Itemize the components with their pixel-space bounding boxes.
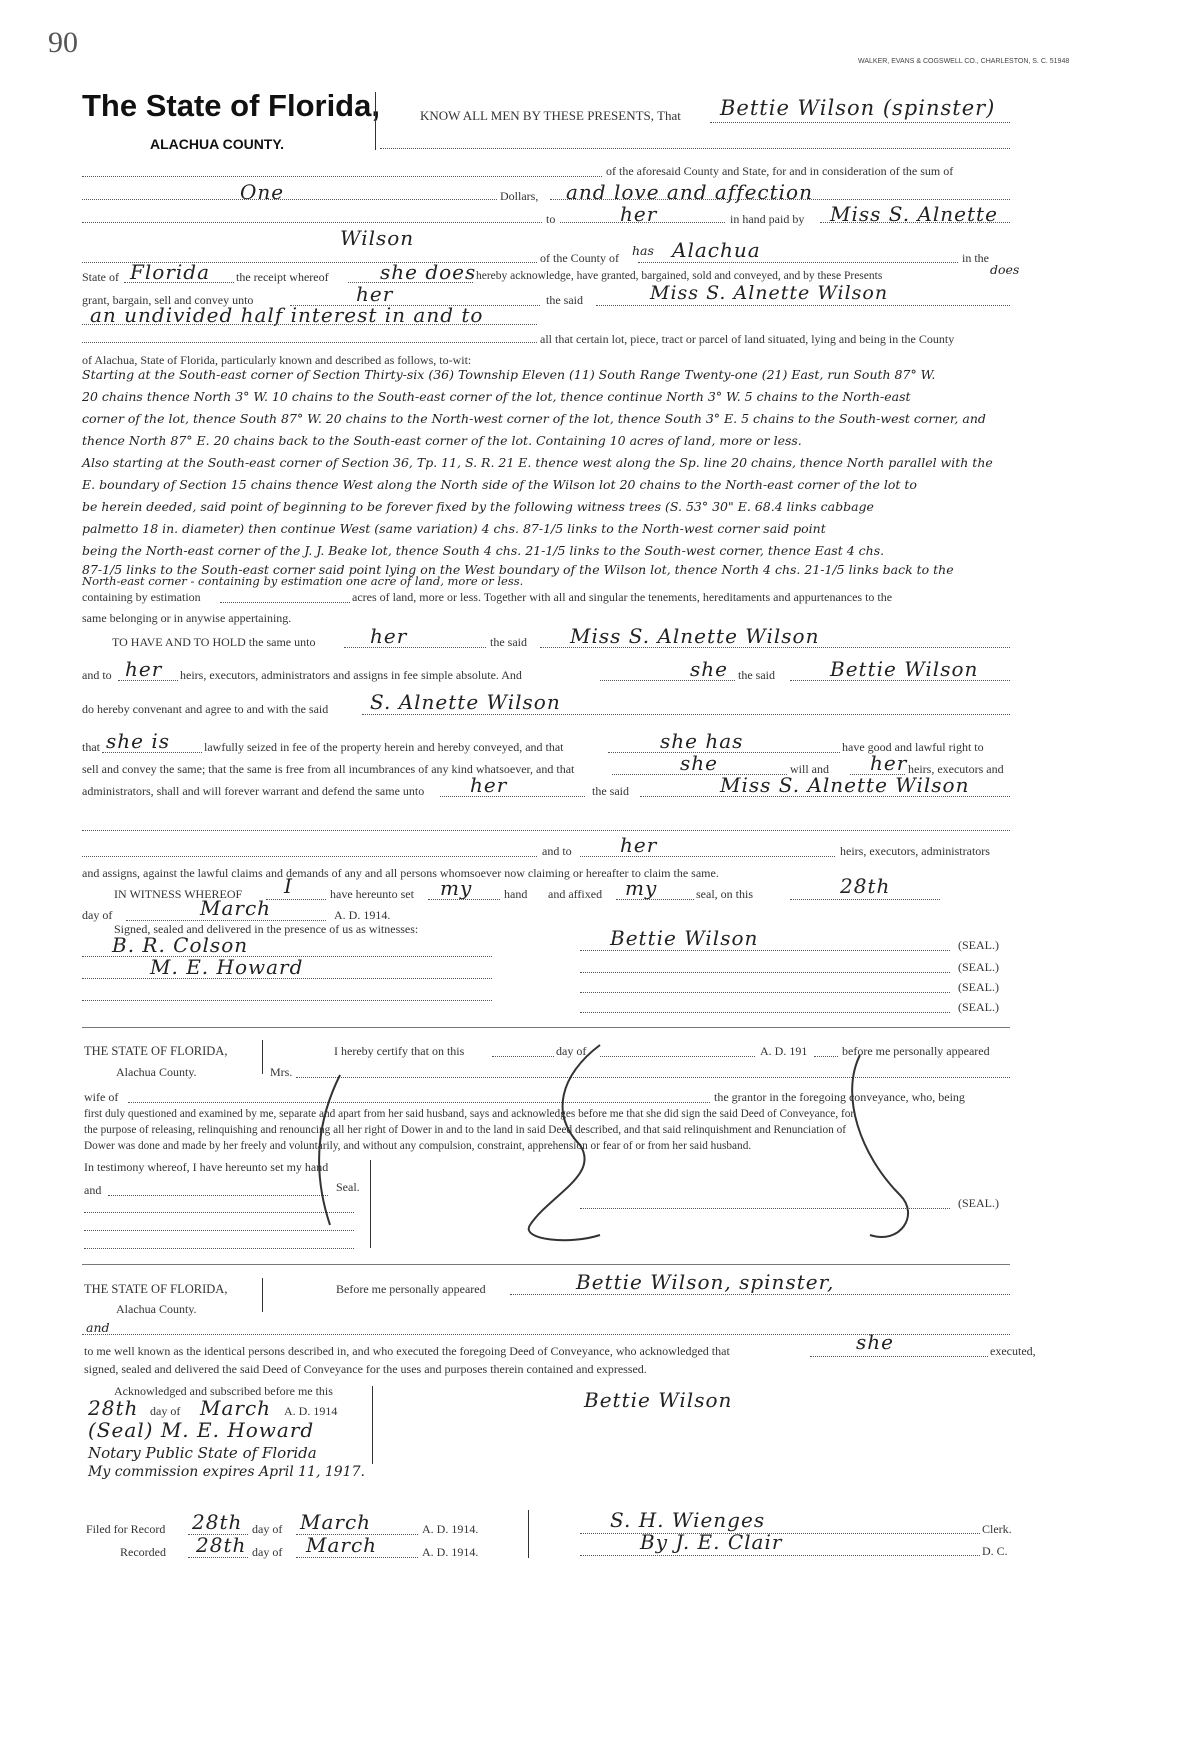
ack-signed: signed, sealed and delivered the said Deed of Conveyance for the uses and purposes therein contained and expressed.: [84, 1362, 647, 1376]
dower-grantor: the grantor in the foregoing conveyance, who, being: [714, 1090, 965, 1104]
dc-signature: By J. E. Clair: [640, 1530, 783, 1554]
filed-brace: [528, 1510, 529, 1558]
title-brace: [375, 92, 376, 150]
seal-2: (SEAL.): [958, 960, 999, 974]
that-label: that: [82, 740, 100, 754]
desc-line-9: being the North-east corner of the J. J. Beake lot, thence South 4 chs. 21-1/5 links to the South-west corner, thence East 4 chs.: [82, 543, 885, 558]
affixed-label: and affixed: [548, 887, 603, 901]
ad-label: A. D. 1914.: [334, 908, 391, 922]
all-that-text: all that certain lot, piece, tract or parcel of land situated, lying and being in the County: [540, 332, 955, 346]
seized-text: lawfully seized in fee of the property herein and hereby conveyed, and that: [204, 740, 564, 754]
dower-and-line: [108, 1195, 328, 1196]
ack-name-line: [510, 1294, 1010, 1295]
sum-line: [82, 199, 497, 200]
that-pronoun: she is: [106, 729, 170, 753]
to-have-label: TO HAVE AND TO HOLD the same unto: [112, 635, 316, 649]
dower-p3: Dower was done and made by her freely and voluntarily, and without any compulsion, constraint, apprehension or fear of or from her said husband.: [84, 1140, 752, 1152]
acknowledge-text: hereby acknowledge, have granted, bargained, sold and conveyed, and by these Presents: [476, 270, 883, 282]
ack-known: to me well known as the identical persons described in, and who executed the foregoing Deed of Conveyance, who acknowledged that: [84, 1344, 730, 1358]
dc-line: [580, 1555, 980, 1556]
dower-wife: wife of: [84, 1090, 119, 1104]
county-line: [638, 262, 958, 263]
unto-name: her: [356, 282, 394, 306]
to-name: her: [620, 202, 658, 226]
heirs2-text: heirs, executors and: [908, 762, 1004, 776]
ack-name: Bettie Wilson, spinster,: [576, 1270, 835, 1294]
heirs-name-line: [790, 680, 1010, 681]
and-to2-pronoun: her: [620, 833, 658, 857]
to-line-left: [82, 222, 542, 223]
filed-month: March: [300, 1510, 372, 1534]
filed-ad: A. D. 1914.: [422, 1522, 479, 1536]
rec-month: March: [306, 1533, 378, 1557]
month-line: [126, 920, 326, 921]
assigns-text: and assigns, against the lawful claims and demands of any and all persons whomsoever now claiming or hereafter to claim the same.: [82, 866, 719, 880]
seized-line: [608, 752, 840, 753]
ack-state: THE STATE OF FLORIDA,: [84, 1282, 228, 1296]
does-word: does: [990, 262, 1020, 277]
dower-and: and: [84, 1183, 102, 1197]
sig-line-4: [580, 1012, 950, 1013]
county-of-label: of the County of: [540, 251, 619, 265]
to-have-pronoun: her: [370, 624, 408, 648]
state-of-label: State of: [82, 270, 119, 284]
and-to2-line: [580, 856, 835, 857]
state-name: Florida: [130, 260, 210, 284]
and-to-label: and to: [82, 668, 112, 682]
admin-name: Miss S. Alnette Wilson: [720, 773, 970, 797]
county-state-line: [82, 176, 602, 177]
ack-and: and: [86, 1320, 110, 1335]
dower-ad: A. D. 191: [760, 1044, 808, 1058]
admin-line: [440, 796, 585, 797]
and-to-pronoun: her: [125, 657, 163, 681]
separator-2: [82, 1264, 1010, 1265]
dower-p2: the purpose of releasing, relinquishing and renouncing all her right of Dower in and to the land in said Deed described, and that said relinquishment and Renunciation of: [84, 1124, 847, 1136]
admin-name-line: [640, 796, 1010, 797]
grant-label: grant, bargain, sell and convey unto: [82, 293, 254, 307]
desc-line-5: Also starting at the South-east corner of Section 36, Tp. 11, S. R. 21 E. thence west along the Sp. line 20 chains, thence North parallel with the: [82, 455, 993, 470]
the-said-label: the said: [546, 293, 583, 307]
ack-month-value: March: [200, 1396, 272, 1420]
clerk-label: Clerk.: [982, 1522, 1012, 1536]
day-line: [790, 899, 940, 900]
ack-she: she: [856, 1330, 894, 1354]
sig-line-1: [580, 950, 950, 951]
blank-line-1: [380, 148, 1010, 149]
rec-month-line: [296, 1557, 418, 1558]
dower-before: before me personally appeared: [842, 1044, 990, 1058]
signed-sealed-text: Signed, sealed and delivered in the presence of us as witnesses:: [114, 922, 419, 936]
my-seal: my: [625, 876, 658, 900]
heirs-said: the said: [738, 668, 775, 682]
heirs-text: heirs, executors, administrators and assigns in fee simple absolute. And: [180, 668, 522, 682]
cancellation-mark: [300, 1035, 940, 1255]
admin-text: administrators, shall and will forever warrant and defend the same unto: [82, 784, 425, 798]
to-label: to: [546, 212, 556, 226]
admin-said: the said: [592, 784, 629, 798]
filed-label: Filed for Record: [86, 1522, 166, 1536]
dower-seal-label: Seal.: [336, 1180, 360, 1194]
sum-amount: One: [240, 180, 285, 204]
has-word: has: [632, 243, 654, 258]
will-and-label: will and: [790, 762, 829, 776]
same-belonging-text: same belonging or in anywise appertaining.: [82, 611, 292, 625]
state-line: [124, 282, 234, 283]
grantor-line: [710, 122, 1010, 123]
witness-pronoun: I: [284, 874, 293, 898]
day-value: 28th: [840, 874, 891, 898]
my-hand-line: [428, 899, 500, 900]
desc-line-10: 87-1/5 links to the South-east corner said point lying on the West boundary of the Wilson lot, thence North 4 chs. 21-1/5 links back to the: [82, 562, 954, 577]
to-have-line: [344, 647, 486, 648]
to-line: [560, 222, 725, 223]
desc-line-8: palmetto 18 in. diameter) then continue West (same variation) 4 chs. 87-1/5 links to the North-west corner said point: [82, 521, 826, 536]
hand-label: hand: [504, 887, 528, 901]
my-hand: my: [440, 876, 473, 900]
undivided-line: [82, 324, 537, 325]
receipt-label: the receipt whereof: [236, 270, 329, 284]
intro-text: KNOW ALL MEN BY THESE PRESENTS, That: [420, 108, 681, 123]
county-name: Alachua: [672, 238, 761, 262]
paid-by-name: Miss S. Alnette: [830, 202, 998, 226]
consideration-line: [550, 199, 1010, 200]
ack-day-value: 28th: [88, 1396, 139, 1420]
sell-text: sell and convey the same; that the same is free from all incumbrances of any kind whatsoever, and that: [82, 762, 575, 776]
consideration-value: and love and affection: [566, 180, 813, 204]
covenant-name: S. Alnette Wilson: [370, 690, 561, 714]
of-alachua-text: of Alachua, State of Florida, particularly known and described as follows, to-wit:: [82, 353, 472, 367]
undivided-line-2: [82, 342, 537, 343]
heirs-pronoun: she: [690, 657, 728, 681]
have-set-label: have hereunto set: [330, 887, 414, 901]
dower-p1: first duly questioned and examined by me, separate and apart from her said husband, says and acknowledges before me that she did sign the said Deed of Conveyance, for: [84, 1108, 855, 1120]
and-to2-label: and to: [542, 844, 572, 858]
dc-label: D. C.: [982, 1544, 1008, 1558]
notary-line-2: Notary Public State of Florida: [88, 1444, 317, 1462]
paid-by-line: [820, 222, 1010, 223]
dower-brace: [262, 1040, 263, 1074]
ack-day-label: day of: [150, 1404, 181, 1418]
rec-dayof: day of: [252, 1545, 283, 1559]
undivided-interest: an undivided half interest in and to: [90, 303, 484, 327]
to-have-name: Miss S. Alnette Wilson: [570, 624, 820, 648]
to-have-name-line: [540, 647, 1010, 648]
day-of-label: day of: [82, 908, 113, 922]
dower-mrs: Mrs.: [270, 1065, 293, 1079]
desc-line-3: corner of the lot, thence South 87° W. 20 chains to the North-west corner of the lot, thence South 3° E. 5 chains to the South-west corner, and: [82, 411, 986, 426]
that-line: [102, 752, 202, 753]
grantor-name: Bettie Wilson (spinster): [720, 96, 996, 120]
will-pronoun: her: [870, 751, 908, 775]
dower-state: THE STATE OF FLORIDA,: [84, 1044, 228, 1058]
heirs-pronoun-line: [600, 680, 735, 681]
witness-2-line: [82, 978, 492, 979]
ack-ad: A. D. 1914: [284, 1404, 338, 1418]
acres-line: [220, 602, 350, 603]
admin-pronoun: her: [470, 773, 508, 797]
covenant-text: do hereby convenant and agree to and with the said: [82, 702, 329, 716]
dower-certify: I hereby certify that on this: [334, 1044, 465, 1058]
month-value: March: [200, 896, 272, 920]
blank-line-3: [82, 856, 537, 857]
sig-line-3: [580, 992, 950, 993]
sell-pronoun: she: [680, 751, 718, 775]
rec-ad: A. D. 1914.: [422, 1545, 479, 1559]
witness-1: B. R. Colson: [112, 933, 249, 957]
recorded-label: Recorded: [120, 1545, 166, 1559]
witness-2: M. E. Howard: [150, 955, 304, 979]
desc-line-2: 20 chains thence North 3° W. 10 chains to the South-east corner of the lot, thence continue North 3° W. 5 chains to the North-east: [82, 389, 911, 404]
ack-county: Alachua County.: [116, 1302, 197, 1316]
dollars-label: Dollars,: [500, 189, 539, 203]
blank-line-2: [82, 830, 1010, 831]
sig-line-2: [580, 972, 950, 973]
containing-label: containing by estimation: [82, 590, 201, 604]
she-does: she does: [380, 260, 477, 284]
desc-line-4: thence North 87° E. 20 chains back to the South-east corner of the lot. Containing 10 acres of land, more or less.: [82, 433, 802, 448]
dower-day-label: day of: [556, 1044, 587, 1058]
ack-before: Before me personally appeared: [336, 1282, 486, 1296]
desc-line-6: E. boundary of Section 15 chains thence West along the North side of the Wilson lot 20 chains to the North-east corner of the lot to: [82, 477, 917, 492]
form-title: The State of Florida,: [82, 88, 380, 123]
to-have-said: the said: [490, 635, 527, 649]
dower-county: Alachua County.: [116, 1065, 197, 1079]
desc-line-7: be herein deeded, said point of beginning to be forever fixed by the following witness trees (S. 53° 30" E. 68.4 links cabbage: [82, 499, 874, 514]
filed-day: 28th: [192, 1510, 243, 1534]
ack-brace: [262, 1278, 263, 1312]
page-number: 90: [48, 26, 78, 59]
ack-she-line: [810, 1356, 988, 1357]
and-to-line: [118, 680, 178, 681]
desc-line-11: North-east corner - containing by estimation one acre of land, more or less.: [82, 574, 524, 588]
notary-line-3: My commission expires April 11, 1917.: [88, 1464, 365, 1480]
county-heading: ALACHUA COUNTY.: [150, 136, 285, 152]
paid-by-label: in hand paid by: [730, 212, 805, 226]
ack-brace-2: [372, 1386, 373, 1464]
witness-label: IN WITNESS WHEREOF: [114, 887, 243, 901]
consideration-text: of the aforesaid County and State, for and in consideration of the sum of: [606, 164, 954, 178]
seal-1: (SEAL.): [958, 938, 999, 952]
witness-line: [266, 899, 326, 900]
dower-testimony: In testimony whereof, I have hereunto set my hand: [84, 1160, 329, 1174]
seal-3: (SEAL.): [958, 980, 999, 994]
rec-day-line: [188, 1557, 248, 1558]
in-the-label: in the: [962, 251, 989, 265]
desc-line-1: Starting at the South-east corner of Section Thirty-six (36) Township Eleven (11) South Range Twenty-one (21) East, run South 87° W.: [82, 367, 936, 382]
dower-seal: (SEAL.): [958, 1196, 999, 1210]
good-text: have good and lawful right to: [842, 740, 984, 754]
printer-imprint: WALKER, EVANS & COGSWELL CO., CHARLESTON, S. C. 51948: [858, 58, 1070, 65]
paid-by-surname: Wilson: [340, 226, 415, 250]
together-text: acres of land, more or less. Together with all and singular the tenements, hereditaments and appurtenances to the: [352, 590, 893, 604]
seized-pronoun: she has: [660, 729, 744, 753]
grantee-line: [596, 305, 1010, 306]
covenant-line: [362, 714, 1010, 715]
clerk-signature: S. H. Wienges: [610, 1508, 766, 1532]
grantee-name: Miss S. Alnette Wilson: [650, 282, 889, 304]
seal-4: (SEAL.): [958, 1000, 999, 1014]
my-seal-line: [616, 899, 694, 900]
rec-day: 28th: [196, 1533, 247, 1557]
filed-dayof: day of: [252, 1522, 283, 1536]
ack-executed: executed,: [990, 1344, 1036, 1358]
seal-on-label: seal, on this: [696, 887, 753, 901]
heirs-name: Bettie Wilson: [830, 657, 979, 681]
grantor-signature: Bettie Wilson: [610, 926, 759, 950]
witness-3-line: [82, 1000, 492, 1001]
heirs3-text: heirs, executors, administrators: [840, 844, 990, 858]
separator-1: [82, 1027, 1010, 1028]
ack-subscribed: Acknowledged and subscribed before me this: [114, 1384, 333, 1398]
ack-signature: Bettie Wilson: [584, 1388, 733, 1412]
notary-line-1: (Seal) M. E. Howard: [88, 1418, 315, 1442]
